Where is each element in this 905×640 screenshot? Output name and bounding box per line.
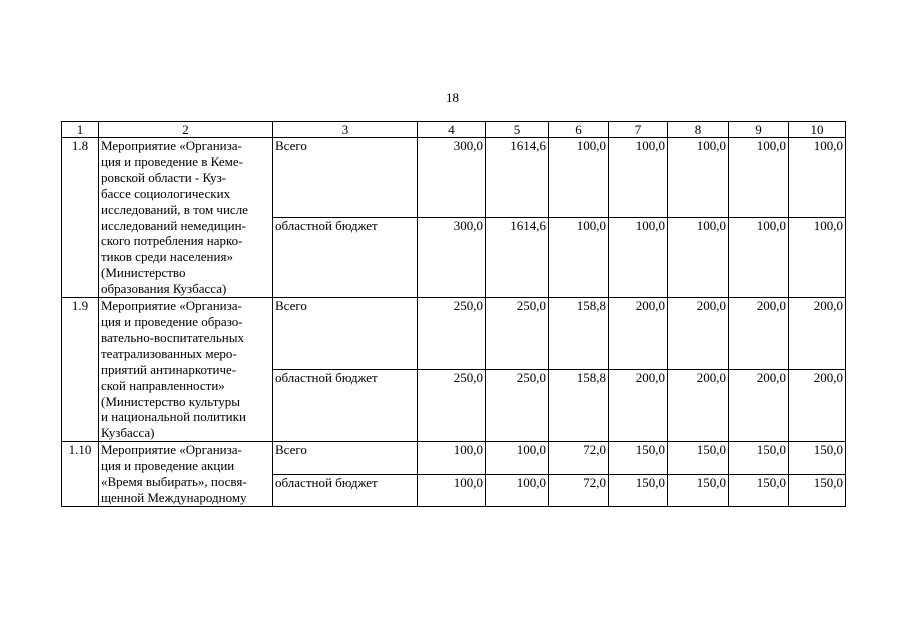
budget-value: 200,0 [668, 298, 729, 370]
budget-value: 250,0 [486, 298, 549, 370]
budget-value: 100,0 [668, 218, 729, 298]
event-line: приятий антинаркотиче- [101, 361, 237, 377]
column-header: 6 [549, 122, 609, 138]
budget-value: 250,0 [486, 370, 549, 442]
event-description [99, 442, 273, 507]
budget-value: 150,0 [789, 442, 846, 474]
budget-value: 158,8 [549, 370, 609, 442]
budget-value: 100,0 [729, 218, 789, 298]
event-line: (Министерство [101, 265, 186, 281]
event-description [99, 298, 273, 442]
event-line: исследований, в том числе [101, 201, 248, 217]
budget-value: 100,0 [789, 138, 846, 218]
budget-value: 100,0 [418, 474, 486, 506]
budget-value: 300,0 [418, 218, 486, 298]
column-header: 9 [729, 122, 789, 138]
budget-value: 200,0 [729, 370, 789, 442]
event-line: (Министерство культуры [101, 393, 240, 409]
funding-source: Всего [273, 138, 418, 218]
budget-value: 100,0 [549, 218, 609, 298]
column-header: 2 [99, 122, 273, 138]
budget-value: 200,0 [789, 370, 846, 442]
event-line: и национальной политики [101, 409, 246, 425]
budget-value: 100,0 [789, 218, 846, 298]
event-line: Мероприятие «Организа- [101, 442, 242, 458]
page-number: 18 [446, 90, 459, 105]
budget-value: 100,0 [668, 138, 729, 218]
budget-value: 1614,6 [486, 218, 549, 298]
budget-value: 100,0 [486, 442, 549, 474]
table-row [62, 138, 846, 218]
budget-value: 100,0 [486, 474, 549, 506]
funding-source: Всего [273, 298, 418, 370]
budget-value: 100,0 [549, 138, 609, 218]
budget-value: 100,0 [609, 218, 668, 298]
budget-value: 200,0 [789, 298, 846, 370]
budget-value: 150,0 [609, 474, 668, 506]
event-line: тиков среди населения» [101, 249, 233, 265]
budget-value: 150,0 [609, 442, 668, 474]
event-line: ровской области - Куз- [101, 169, 227, 185]
budget-value: 200,0 [668, 370, 729, 442]
budget-value: 200,0 [609, 298, 668, 370]
budget-value: 150,0 [668, 442, 729, 474]
event-line: театрализованных меро- [101, 345, 237, 361]
event-line: ция и проведение образо- [101, 313, 243, 329]
budget-value: 300,0 [418, 138, 486, 218]
event-line: ской направленности» [101, 377, 225, 393]
funding-source: областной бюджет [273, 218, 418, 298]
budget-value: 100,0 [609, 138, 668, 218]
event-line: «Время выбирать», посвя- [101, 474, 247, 490]
event-description [99, 138, 273, 298]
funding-source: областной бюджет [273, 370, 418, 442]
budget-value: 150,0 [668, 474, 729, 506]
event-line: Кузбасса) [101, 425, 155, 441]
header-row [62, 122, 846, 138]
budget-value: 1614,6 [486, 138, 549, 218]
table-row [62, 298, 846, 370]
column-header: 4 [418, 122, 486, 138]
event-line: ция и проведение акции [101, 458, 235, 474]
budget-value: 100,0 [418, 442, 486, 474]
row-number: 1.9 [62, 298, 99, 442]
event-line: исследований немедицин- [101, 217, 246, 233]
budget-value: 250,0 [418, 298, 486, 370]
funding-source: областной бюджет [273, 474, 418, 506]
budget-value: 150,0 [729, 442, 789, 474]
column-header: 3 [273, 122, 418, 138]
budget-value: 72,0 [549, 474, 609, 506]
budget-value: 250,0 [418, 370, 486, 442]
column-header: 1 [62, 122, 99, 138]
column-header: 5 [486, 122, 549, 138]
budget-value: 150,0 [789, 474, 846, 506]
budget-value: 200,0 [609, 370, 668, 442]
row-number: 1.8 [62, 138, 99, 298]
column-header: 10 [789, 122, 846, 138]
event-line: Мероприятие «Организа- [101, 138, 242, 153]
row-number: 1.10 [62, 442, 99, 507]
funding-source: Всего [273, 442, 418, 474]
column-header: 7 [609, 122, 668, 138]
budget-value: 158,8 [549, 298, 609, 370]
event-line: вательно-воспитательных [101, 329, 244, 345]
event-line: бассе социологических [101, 185, 231, 201]
budget-value: 200,0 [729, 298, 789, 370]
budget-value: 100,0 [729, 138, 789, 218]
event-line: образования Кузбасса) [101, 281, 227, 297]
event-line: ция и проведение в Кеме- [101, 153, 243, 169]
event-line: щенной Международному [101, 489, 247, 505]
budget-value: 150,0 [729, 474, 789, 506]
column-header: 8 [668, 122, 729, 138]
table-row [62, 442, 846, 474]
budget-table [61, 121, 846, 507]
event-line: ского потребления нарко- [101, 233, 243, 249]
budget-value: 72,0 [549, 442, 609, 474]
event-line: Мероприятие «Организа- [101, 298, 242, 314]
